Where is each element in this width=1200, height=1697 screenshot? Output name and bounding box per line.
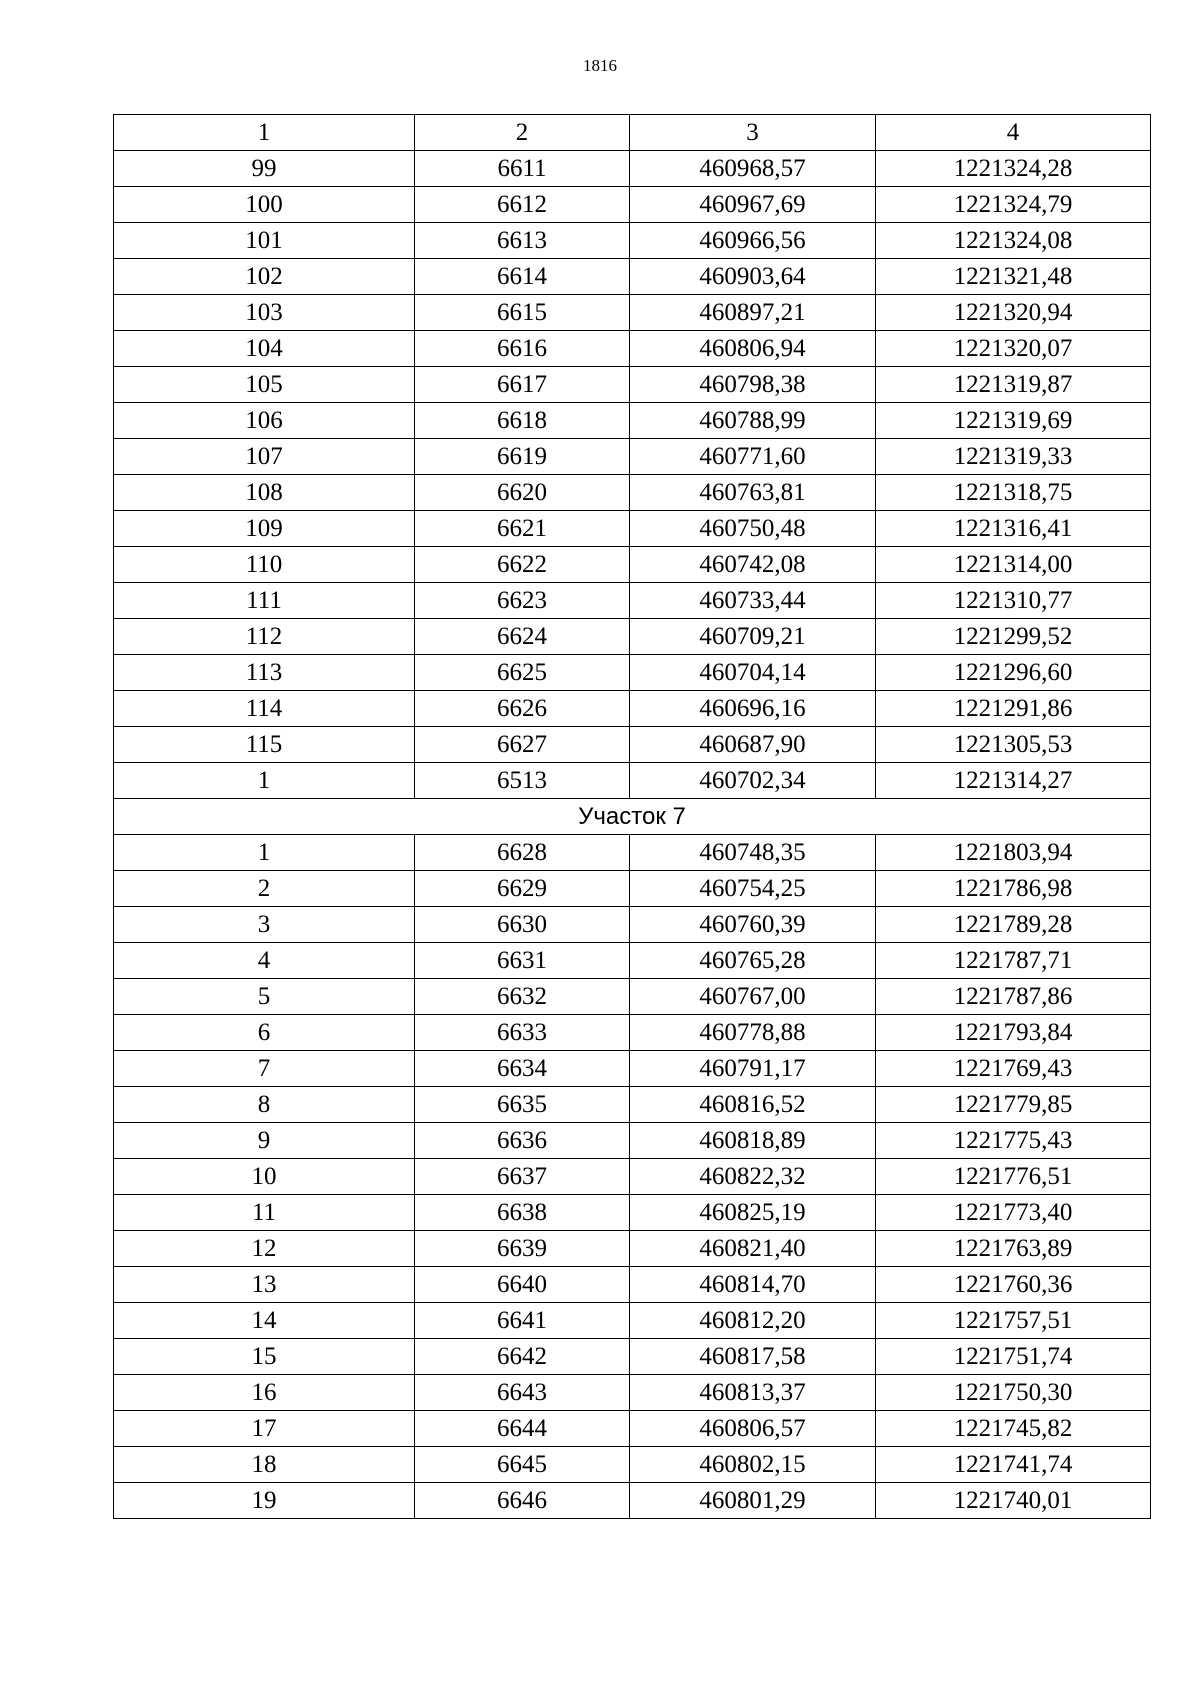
table-cell-col2: 6614 [415,259,630,295]
table-cell-col2: 6639 [415,1231,630,1267]
table-cell-col4: 1221318,75 [876,475,1151,511]
table-cell-col4: 1221786,98 [876,871,1151,907]
table-row [114,1195,1151,1231]
table-row [114,583,1151,619]
table-cell-col3: 460825,19 [630,1195,876,1231]
table-row [114,475,1151,511]
table-row [114,1087,1151,1123]
table-cell-col2: 6643 [415,1375,630,1411]
table-row [114,655,1151,691]
table-row [114,1339,1151,1375]
table-cell-col4: 1221803,94 [876,835,1151,871]
table-cell-col4: 1221319,33 [876,439,1151,475]
table-cell-col1: 18 [114,1447,415,1483]
table-row [114,727,1151,763]
table-cell-col3: 460750,48 [630,511,876,547]
table-cell-col2: 6626 [415,691,630,727]
table-cell-col1: 102 [114,259,415,295]
table-row [114,1303,1151,1339]
table-cell-col1: 15 [114,1339,415,1375]
table-row [114,403,1151,439]
table-cell-col2: 6638 [415,1195,630,1231]
table-row [114,1267,1151,1303]
table-cell-col2: 6618 [415,403,630,439]
section-title: Участок 7 [114,799,1151,835]
table-cell-col1: 6 [114,1015,415,1051]
table-cell-col1: 2 [114,871,415,907]
table-cell-col4: 1221763,89 [876,1231,1151,1267]
table-cell-col4: 1221751,74 [876,1339,1151,1375]
table-cell-col1: 19 [114,1483,415,1519]
table-cell-col1: 115 [114,727,415,763]
table-cell-col1: 107 [114,439,415,475]
table-cell-col1: 106 [114,403,415,439]
table-cell-col4: 1221321,48 [876,259,1151,295]
table-cell-col3: 460813,37 [630,1375,876,1411]
table-cell-col4: 1221773,40 [876,1195,1151,1231]
table-cell-col2: 6629 [415,871,630,907]
table-row [114,151,1151,187]
header-cell-3: 3 [630,115,876,151]
table-row [114,1411,1151,1447]
table-row [114,943,1151,979]
table-row [114,1483,1151,1519]
table-cell-col1: 14 [114,1303,415,1339]
table-cell-col1: 9 [114,1123,415,1159]
table-cell-col3: 460812,20 [630,1303,876,1339]
table-cell-col2: 6613 [415,223,630,259]
table-cell-col4: 1221793,84 [876,1015,1151,1051]
header-cell-1: 1 [114,115,415,151]
table-cell-col3: 460802,15 [630,1447,876,1483]
coordinates-table [113,114,1151,1519]
table-cell-col3: 460760,39 [630,907,876,943]
table-cell-col3: 460818,89 [630,1123,876,1159]
table-cell-col4: 1221320,94 [876,295,1151,331]
table-cell-col4: 1221324,79 [876,187,1151,223]
table-row [114,691,1151,727]
table-cell-col1: 111 [114,583,415,619]
table-cell-col2: 6646 [415,1483,630,1519]
table-cell-col2: 6625 [415,655,630,691]
table-cell-col4: 1221787,86 [876,979,1151,1015]
table-cell-col2: 6636 [415,1123,630,1159]
table-row [114,223,1151,259]
table-cell-col2: 6641 [415,1303,630,1339]
header-cell-2: 2 [415,115,630,151]
table-row [114,763,1151,799]
table-cell-col3: 460767,00 [630,979,876,1015]
table-row [114,511,1151,547]
table-cell-col4: 1221314,00 [876,547,1151,583]
table-cell-col4: 1221776,51 [876,1159,1151,1195]
table-cell-col1: 99 [114,151,415,187]
table-cell-col1: 104 [114,331,415,367]
table-row [114,907,1151,943]
header-cell-4: 4 [876,115,1151,151]
table-cell-col2: 6630 [415,907,630,943]
table-cell-col1: 8 [114,1087,415,1123]
table-cell-col1: 108 [114,475,415,511]
table-row [114,1015,1151,1051]
table-cell-col2: 6642 [415,1339,630,1375]
table-cell-col2: 6628 [415,835,630,871]
table-row [114,439,1151,475]
table-cell-col2: 6635 [415,1087,630,1123]
table-cell-col1: 114 [114,691,415,727]
table-cell-col3: 460771,60 [630,439,876,475]
table-cell-col2: 6632 [415,979,630,1015]
table-cell-col1: 13 [114,1267,415,1303]
table-cell-col2: 6612 [415,187,630,223]
table-cell-col2: 6617 [415,367,630,403]
table-cell-col4: 1221779,85 [876,1087,1151,1123]
table-cell-col2: 6640 [415,1267,630,1303]
table-cell-col3: 460742,08 [630,547,876,583]
table-cell-col3: 460798,38 [630,367,876,403]
table-body [114,151,1151,1519]
table-cell-col3: 460704,14 [630,655,876,691]
page-number: 1816 [583,56,617,75]
table-cell-col4: 1221740,01 [876,1483,1151,1519]
table-cell-col2: 6624 [415,619,630,655]
table-cell-col3: 460791,17 [630,1051,876,1087]
table-cell-col2: 6615 [415,295,630,331]
table-header [114,115,1151,151]
table-cell-col2: 6631 [415,943,630,979]
table-cell-col3: 460733,44 [630,583,876,619]
table-cell-col3: 460968,57 [630,151,876,187]
table-cell-col4: 1221769,43 [876,1051,1151,1087]
table-cell-col3: 460765,28 [630,943,876,979]
table-cell-col4: 1221291,86 [876,691,1151,727]
table-cell-col4: 1221760,36 [876,1267,1151,1303]
table-cell-col1: 112 [114,619,415,655]
table-cell-col3: 460821,40 [630,1231,876,1267]
table-cell-col4: 1221319,87 [876,367,1151,403]
table-row [114,871,1151,907]
table-cell-col1: 3 [114,907,415,943]
table-cell-col1: 110 [114,547,415,583]
table-cell-col1: 101 [114,223,415,259]
table-row [114,259,1151,295]
table-cell-col1: 10 [114,1159,415,1195]
table-cell-col1: 109 [114,511,415,547]
table-cell-col2: 6616 [415,331,630,367]
table-cell-col2: 6513 [415,763,630,799]
table-row [114,1231,1151,1267]
table-cell-col4: 1221745,82 [876,1411,1151,1447]
table-cell-col1: 113 [114,655,415,691]
table-cell-col3: 460806,94 [630,331,876,367]
table-cell-col4: 1221316,41 [876,511,1151,547]
table-row [114,547,1151,583]
table-row [114,1447,1151,1483]
table-cell-col3: 460702,34 [630,763,876,799]
table-row [114,1051,1151,1087]
table-row [114,1123,1151,1159]
table-row [114,187,1151,223]
table-row [114,835,1151,871]
table-row [114,1375,1151,1411]
table-cell-col1: 4 [114,943,415,979]
table-row [114,295,1151,331]
table-cell-col3: 460816,52 [630,1087,876,1123]
table-row [114,331,1151,367]
table-row [114,367,1151,403]
table-cell-col1: 7 [114,1051,415,1087]
table-cell-col3: 460778,88 [630,1015,876,1051]
table-cell-col1: 1 [114,763,415,799]
table-cell-col4: 1221750,30 [876,1375,1151,1411]
table-cell-col2: 6621 [415,511,630,547]
table-cell-col1: 16 [114,1375,415,1411]
table-cell-col2: 6619 [415,439,630,475]
table-cell-col1: 100 [114,187,415,223]
table-cell-col1: 105 [114,367,415,403]
table-cell-col3: 460709,21 [630,619,876,655]
table-cell-col4: 1221310,77 [876,583,1151,619]
table-cell-col3: 460822,32 [630,1159,876,1195]
table-cell-col4: 1221757,51 [876,1303,1151,1339]
table-cell-col4: 1221305,53 [876,727,1151,763]
table-cell-col1: 17 [114,1411,415,1447]
table-cell-col4: 1221314,27 [876,763,1151,799]
table-cell-col4: 1221775,43 [876,1123,1151,1159]
table-cell-col2: 6620 [415,475,630,511]
table-cell-col1: 5 [114,979,415,1015]
table-cell-col2: 6623 [415,583,630,619]
table-cell-col2: 6634 [415,1051,630,1087]
table-cell-col4: 1221789,28 [876,907,1151,943]
table-cell-col3: 460966,56 [630,223,876,259]
table-cell-col4: 1221324,08 [876,223,1151,259]
table-cell-col4: 1221296,60 [876,655,1151,691]
table-cell-col3: 460806,57 [630,1411,876,1447]
table-cell-col3: 460763,81 [630,475,876,511]
table-cell-col3: 460967,69 [630,187,876,223]
table-cell-col4: 1221324,28 [876,151,1151,187]
table-cell-col4: 1221320,07 [876,331,1151,367]
table-cell-col3: 460814,70 [630,1267,876,1303]
table-cell-col3: 460754,25 [630,871,876,907]
table-cell-col3: 460801,29 [630,1483,876,1519]
table-cell-col2: 6622 [415,547,630,583]
table-cell-col1: 1 [114,835,415,871]
table-cell-col2: 6611 [415,151,630,187]
table-cell-col1: 11 [114,1195,415,1231]
table-cell-col1: 103 [114,295,415,331]
table-row [114,619,1151,655]
table-cell-col2: 6627 [415,727,630,763]
table-cell-col1: 12 [114,1231,415,1267]
table-cell-col2: 6637 [415,1159,630,1195]
table-cell-col2: 6645 [415,1447,630,1483]
table-row [114,979,1151,1015]
table-cell-col3: 460696,16 [630,691,876,727]
table-cell-col3: 460748,35 [630,835,876,871]
section-row [114,799,1151,835]
table-cell-col3: 460817,58 [630,1339,876,1375]
table-cell-col3: 460788,99 [630,403,876,439]
table-cell-col3: 460903,64 [630,259,876,295]
table-cell-col4: 1221319,69 [876,403,1151,439]
table-cell-col3: 460687,90 [630,727,876,763]
table-cell-col3: 460897,21 [630,295,876,331]
table-cell-col2: 6633 [415,1015,630,1051]
table-row [114,1159,1151,1195]
table-cell-col2: 6644 [415,1411,630,1447]
table-cell-col4: 1221741,74 [876,1447,1151,1483]
header-row [114,115,1151,151]
table-cell-col4: 1221299,52 [876,619,1151,655]
table-cell-col4: 1221787,71 [876,943,1151,979]
